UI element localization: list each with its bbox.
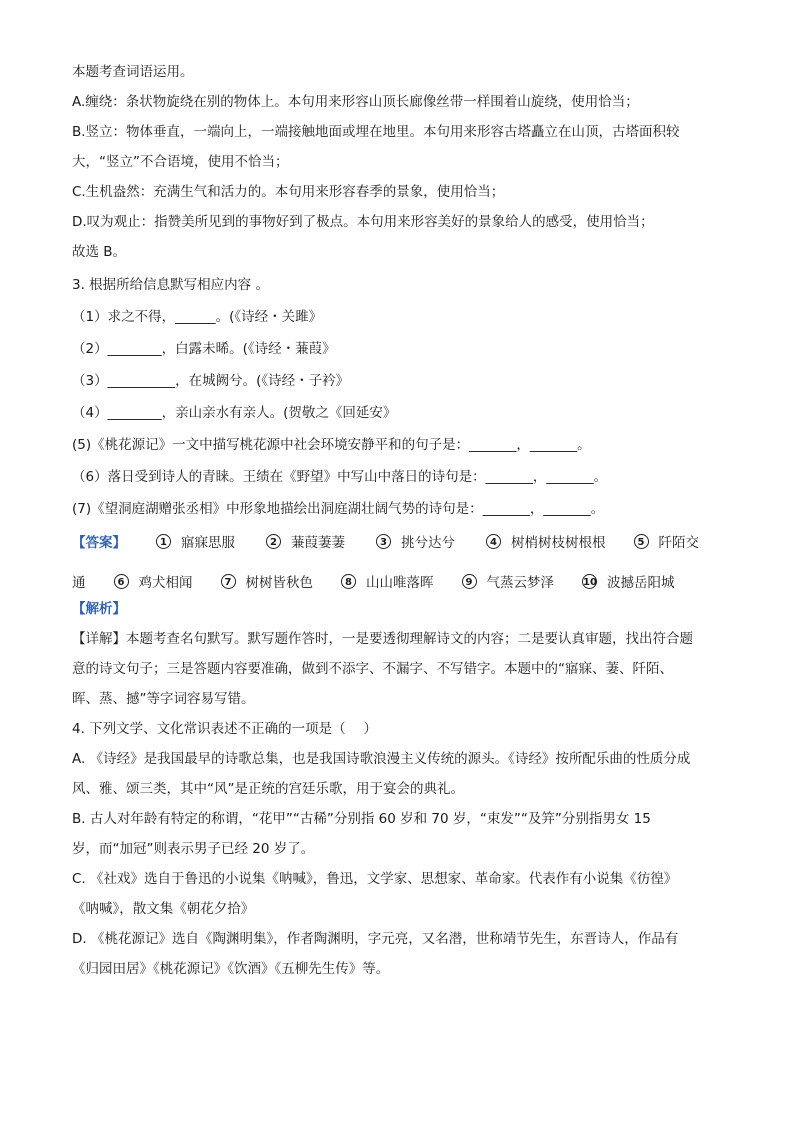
circled-number: 10 [582,574,597,589]
q3-item: （3）__________，在城阙兮。(《诗经・子衿》 [72,373,350,389]
q3-item: （4）________，亲山亲水有亲人。(贺敬之《回延安》 [72,405,397,421]
analysis-label: 【解析】 [72,601,126,617]
answer-item [221,571,314,591]
answer-text: 树树皆秋色 [245,575,313,591]
answer-text: 寤寐思服 [181,535,235,551]
answer-item [156,531,235,551]
q4-line: 岁，而“加冠”则表示男子已经 20 岁了。 [72,841,315,857]
q3-item: （6）落日受到诗人的青睐。王绩在《野望》中写山中落日的诗句是：_______，_______。 [72,469,608,485]
answer-text: 蒹葭萋萋 [291,535,345,551]
q3-item: (7)《望洞庭湖赠张丞相》中形象地描绘出洞庭湖壮阔气势的诗句是：_______，_______。 [72,501,605,517]
answer-text: 气蒸云梦泽 [486,575,554,591]
answer-item [634,531,700,551]
q4-line: 《呐喊》，散文集《朝花夕拾》 [72,901,255,917]
q3-item: （1）求之不得，______。(《诗经・关雎》 [72,309,323,325]
detail-line: 晖、蒸、撼”等字词容易写错。 [72,691,255,707]
answer-item [376,531,455,551]
q2-option-a: A.缠绕：条状物旋绕在别的物体上。本句用来形容山顶长廊像丝带一样围着山旋绕，使用恰当； [72,94,639,110]
q2-explanation [72,62,722,262]
answer-row-1 [72,531,722,551]
q4-line: 《归园田居》《桃花源记》《饮酒》《五柳先生传》等。 [72,961,390,977]
q2-option-d: D.叹为观止：指赞美所见到的事物好到了极点。本句用来形容美好的景象给人的感受，使用恰当； [72,214,654,230]
circled-number: 7 [221,574,236,589]
detail-line: 意的诗文句子；三是答题内容要准确，做到不添字、不漏字、不写错字。本题中的“寤寐、萋、阡陌、 [72,661,673,677]
circled-number: 9 [462,574,477,589]
answer-text: 阡陌交 [658,535,699,551]
circled-number: 8 [341,574,356,589]
answer-item [462,571,555,591]
q3-item: （2）________，白露未晞。(《诗经・蒹葭》 [72,341,336,357]
answer-item [582,571,675,591]
q4-line: 风、雅、颂三类，其中“风”是正统的宫廷乐歌，用于宴会的典礼。 [72,781,464,797]
answer-text: 波撼岳阳城 [607,575,675,591]
circled-number: 5 [634,534,649,549]
q2-option-b-line2: 大，“竖立”不合语境，使用不恰当； [72,154,289,170]
q3-block [72,275,722,709]
q2-conclusion: 故选 B。 [72,244,127,260]
answer-text: 树梢树枝树根根 [511,535,606,551]
q2-intro: 本题考查词语运用。 [72,64,194,80]
answer-text: 山山唯落晖 [366,575,434,591]
circled-number: 4 [486,534,501,549]
detail-line: 【详解】本题考查名句默写。默写题作答时，一是要透彻理解诗文的内容；二是要认真审题，找出符合题 [72,631,693,647]
answer-text: 鸡犬相闻 [138,575,193,591]
answer-label: 【答案】 [72,535,126,551]
circled-number: 1 [156,534,171,549]
q4-line: B. 古人对年龄有特定的称谓，“花甲”“古稀”分别指 60 岁和 70 岁，“束发”“及笄”分别指男女 15 [72,811,651,827]
circled-number: 2 [266,534,281,549]
q4-block [72,719,722,979]
circled-number: 3 [376,534,391,549]
q4-line: D. 《桃花源记》选自《陶渊明集》，作者陶渊明，字元亮，又名潜，世称靖节先生，东晋诗人，作品有 [72,931,679,947]
document-page [72,62,722,989]
q4-line: C. 《社戏》选自于鲁迅的小说集《呐喊》，鲁迅，文学家、思想家、革命家。代表作有小说集《彷徨》 [72,871,678,887]
q3-item: (5)《桃花源记》一文中描写桃花源中社会环境安静平和的句子是：_______，_______。 [72,437,591,453]
circled-number: 6 [114,574,129,589]
q2-option-b-line1: B.竖立：物体垂直，一端向上，一端接触地面或埋在地里。本句用来形容古塔矗立在山顶，古塔面积较 [72,124,680,140]
answer-row-2 [72,571,722,591]
answer-item [266,531,345,551]
answer-item [114,571,193,591]
q2-option-c: C.生机盎然：充满生气和活力的。本句用来形容春季的景象，使用恰当； [72,184,505,200]
answer-item [486,531,606,551]
q3-title: 3. 根据所给信息默写相应内容 。 [72,277,269,293]
answer-item [341,571,434,591]
q4-line: A. 《诗经》是我国最早的诗歌总集，也是我国诗歌浪漫主义传统的源头。《诗经》按所配乐曲的性质分成 [72,751,691,767]
answer-continuation: 通 [72,575,86,591]
answer-text: 挑兮达兮 [401,535,455,551]
q4-title: 4. 下列文学、文化常识表述不正确的一项是（ ） [72,721,377,737]
